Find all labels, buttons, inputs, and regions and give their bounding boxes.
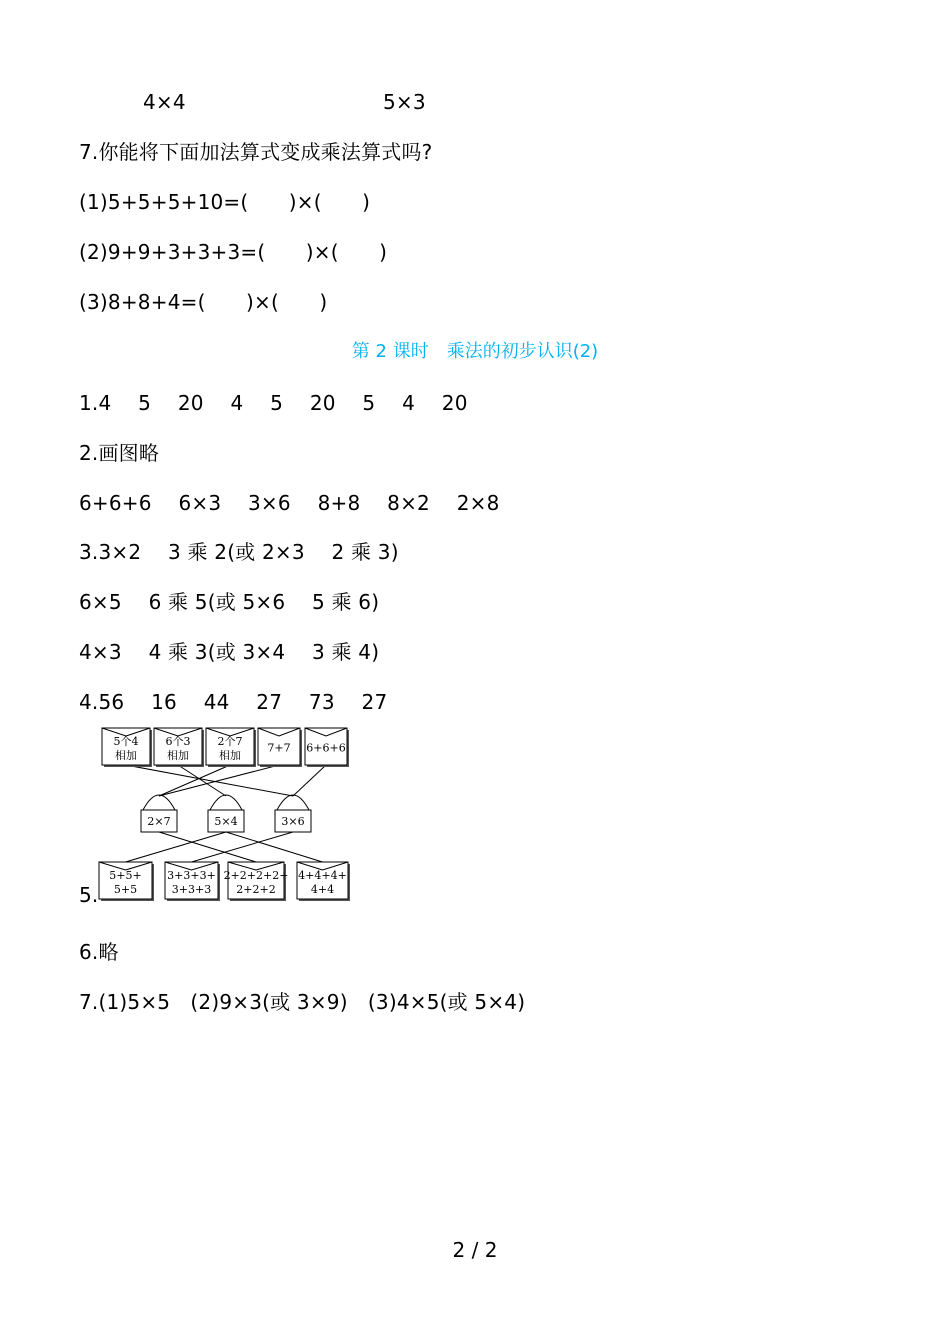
answer-3-line-1: 3.3×2 3 乘 2(或 2×3 2 乘 3)	[79, 540, 399, 564]
top-envelope-label: 6个3	[165, 735, 191, 748]
top-envelope-label: 2个7	[217, 735, 243, 748]
top-row-right: 5×3	[383, 90, 426, 114]
matching-diagram	[95, 722, 355, 904]
question-7-item-3: (3)8+8+4=( )×( )	[79, 290, 328, 314]
question-7-item-1: (1)5+5+5+10=( )×( )	[79, 190, 371, 214]
page-number: 2 / 2	[452, 1238, 498, 1262]
top-envelope-label: 5个4	[113, 735, 139, 748]
bottom-envelope-label: 3+3+3+	[167, 869, 216, 882]
top-envelope-label: 6+6+6	[306, 741, 346, 755]
bottom-envelope-label: 3+3+3	[171, 883, 212, 896]
lock-label: 3×6	[281, 815, 305, 828]
section-heading: 第 2 课时 乘法的初步认识(2)	[351, 341, 599, 362]
bottom-envelope-label: 4+4	[310, 883, 335, 896]
answer-2-title: 2.画图略	[79, 441, 160, 465]
answer-3-line-2: 6×5 6 乘 5(或 5×6 5 乘 6)	[79, 590, 380, 614]
answer-1: 1.4 5 20 4 5 20 5 4 20	[79, 391, 468, 415]
lock-label: 5×4	[214, 815, 238, 828]
top-envelope-label: 7+7	[267, 741, 291, 755]
lock-shackle	[210, 795, 242, 810]
link-line	[293, 765, 326, 796]
answer-2-line: 6+6+6 6×3 3×6 8+8 8×2 2×8	[79, 491, 500, 515]
question-7-prompt: 7.你能将下面加法算式变成乘法算式吗?	[79, 140, 433, 164]
bottom-envelope-label: 5+5	[113, 883, 138, 896]
lock-label: 2×7	[147, 815, 171, 828]
answer-6: 6.略	[79, 940, 119, 964]
top-envelope-label: 相加	[219, 749, 241, 762]
answer-7: 7.(1)5×5 (2)9×3(或 3×9) (3)4×5(或 5×4)	[79, 990, 526, 1014]
bottom-envelope-label: 4+4+4+	[298, 869, 347, 882]
answer-3-line-3: 4×3 4 乘 3(或 3×4 3 乘 4)	[79, 640, 380, 664]
top-envelope-label: 相加	[167, 749, 189, 762]
lock-shackle	[143, 795, 175, 810]
bottom-envelope-label: 2+2+2+2+	[223, 869, 289, 882]
bottom-envelope-label: 2+2+2	[236, 883, 276, 896]
top-envelope-label: 相加	[115, 749, 137, 762]
bottom-envelope-label: 5+5+	[109, 869, 142, 882]
answer-4: 4.56 16 44 27 73 27	[79, 690, 388, 714]
top-row-left: 4×4	[143, 90, 186, 114]
answer-5-label: 5.	[79, 883, 99, 907]
lock-shackle	[277, 795, 309, 810]
link-line	[126, 832, 227, 862]
link-line	[126, 765, 293, 796]
question-7-item-2: (2)9+9+3+3+3=( )×( )	[79, 240, 388, 264]
